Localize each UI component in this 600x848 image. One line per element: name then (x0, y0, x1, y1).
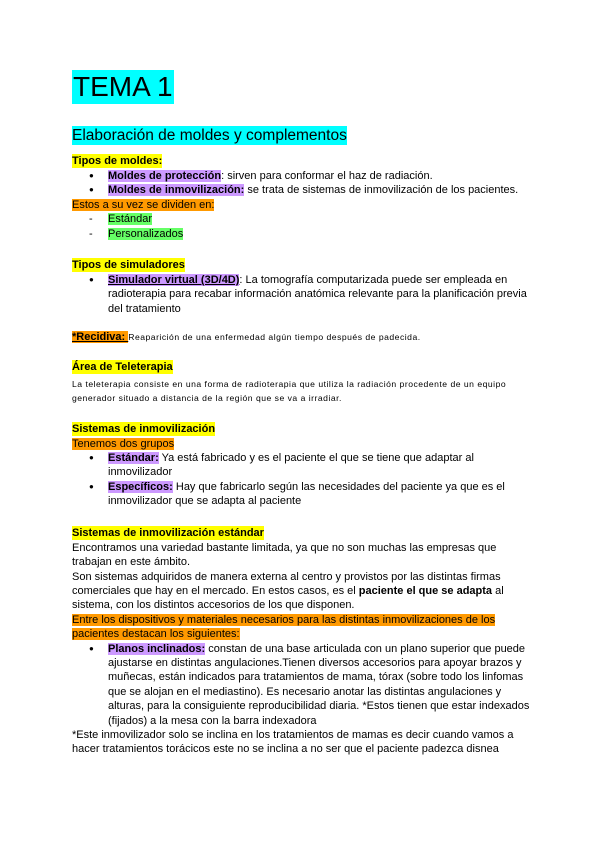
subtitle-wrap (72, 104, 532, 145)
recidiva-text: Reaparición de una enfermedad algún tiempo después de padecida. (128, 332, 421, 343)
list-item-term: Moldes de protección (108, 170, 222, 182)
list-item-text: constan de una base articulada con un plano superior que puede ajustarse en distintas angulaciones.Tienen diversos accesorios para apoyar brazos y muñecas, están indicados para tratamientos de mama, tórax (sobre todo los linfomas que se alojan en el mediastino). Es necesario anotar las distintas angulaciones y alturas, para la consiguiente reproducibilidad diaria. *Estos tienen que estar indexados (fijados) a la mesa con la barra indexadora (108, 642, 530, 727)
tipos-moldes-note: Estos a su vez se dividen en: (72, 198, 215, 211)
inmovilizacion-note: Tenemos dos grupos (72, 437, 175, 450)
tipos-moldes-sublist (72, 212, 532, 241)
list-item-text: Hay que fabricarlo según las necesidades del paciente ya que es el inmovilizador que se adapta al paciente (108, 480, 505, 508)
inmovilizacion-list (72, 451, 532, 509)
list-item-text: Personalizados (108, 227, 184, 240)
estandar-list (72, 642, 532, 728)
estandar-paragraph-1: Encontramos una variedad bastante limitada, ya que no son muchas las empresas que trabajan en este ámbito. (72, 541, 497, 569)
list-item (72, 227, 532, 241)
simuladores-heading: Tipos de simuladores (72, 259, 185, 272)
list-item-term: Estándar: (108, 452, 159, 465)
recidiva-note (72, 330, 532, 344)
list-item (72, 273, 532, 316)
estandar-footnote: *Este inmovilizador solo se inclina en los tratamientos de mamas es decir cuando vamos a hacer tratamientos torácicos este no se inclina a no ser que el paciente padezca disnea (72, 728, 514, 756)
inmovilizacion-heading: Sistemas de inmovilización (72, 422, 216, 435)
teleterapia-section (72, 357, 532, 405)
estandar-heading: Sistemas de inmovilización estándar (72, 526, 264, 539)
list-item-term: Específicos: (108, 480, 173, 493)
estandar-section (72, 523, 532, 757)
paragraph-text: al sistema, con los distintos accesorios de los que disponen. (72, 584, 504, 612)
list-item-text: Estándar (108, 213, 153, 226)
list-item (72, 169, 532, 183)
tipos-moldes-list (72, 169, 532, 198)
estandar-note-wrap (72, 613, 532, 642)
paragraph-emphasis: paciente el que se adapta (358, 584, 493, 597)
list-item-text: : sirven para conformar el haz de radiación. (221, 170, 433, 182)
tipos-moldes-section (72, 151, 532, 241)
list-item-term: Moldes de inmovilización: (108, 184, 245, 197)
simuladores-section (72, 255, 532, 316)
inmovilizacion-section (72, 419, 532, 509)
list-item (72, 212, 532, 226)
teleterapia-heading: Área de Teleterapia (72, 360, 173, 373)
list-item-text: se trata de sistemas de inmovilización de los pacientes. (244, 184, 519, 197)
document-page (72, 70, 532, 757)
estandar-note: Entre los dispositivos y materiales necesarios para las distintas inmovilizaciones de los pacientes destacan los siguientes: (72, 613, 496, 641)
list-item (72, 183, 532, 197)
section-subtitle: Elaboración de moldes y complementos (72, 127, 347, 144)
list-item-term: Simulador virtual (3D/4D) (108, 274, 240, 287)
paragraph-text: Son sistemas adquiridos de manera externa al centro y provistos por las distintas firmas comerciales que hay en el mercado. En estos casos, es el (72, 570, 501, 597)
tipos-moldes-heading: Tipos de moldes: (72, 155, 163, 167)
teleterapia-text: La teleterapia consiste en una forma de radioterapia que utiliza la radiación procedente de un equipo generador situado a distancia de la región que se va a irradiar. (72, 378, 507, 403)
estandar-paragraph-2 (72, 570, 532, 613)
list-item-text: : La tomografía computarizada puede ser empleada en radioterapia para recabar información anatómica relevante para la planificación previa del tratamiento (108, 274, 527, 315)
list-item-text: Ya está fabricado y es el paciente el que se tiene que adaptar al inmovilizador (108, 452, 474, 479)
page-title: TEMA 1 (73, 71, 173, 102)
list-item (72, 451, 532, 480)
list-item (72, 480, 532, 509)
list-item (72, 642, 532, 728)
list-item-term: Planos inclinados: (108, 642, 206, 655)
simuladores-list (72, 273, 532, 316)
page-title-wrap (72, 70, 532, 104)
recidiva-term: *Recidiva: (72, 331, 129, 344)
